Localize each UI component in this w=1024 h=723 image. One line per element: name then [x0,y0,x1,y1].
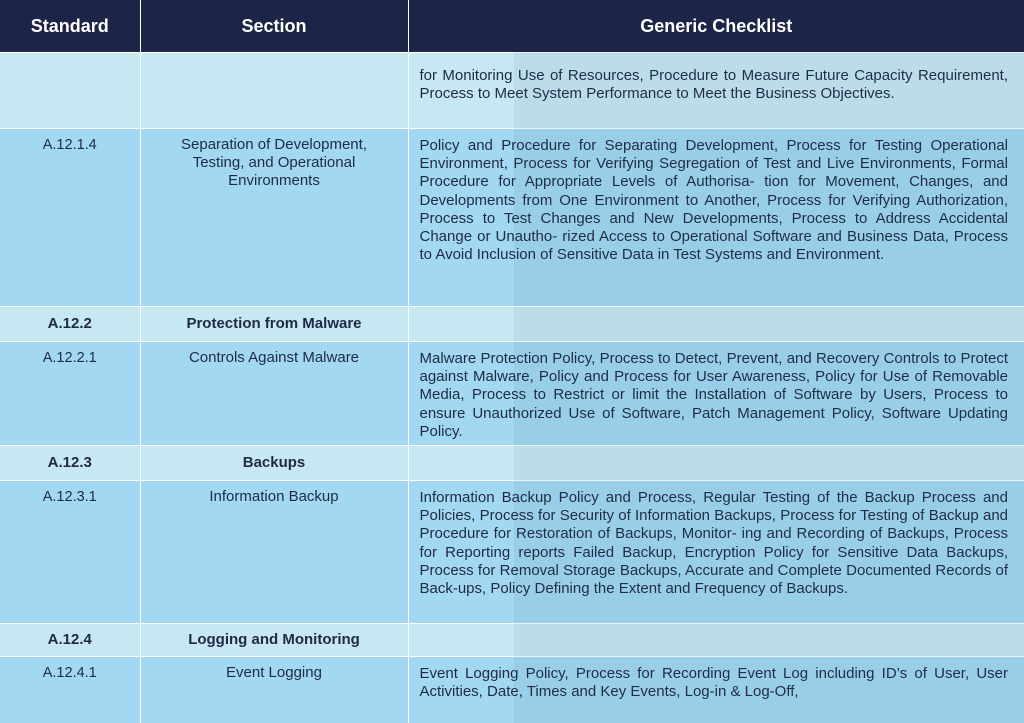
cell-standard: A.12.3.1 [0,481,140,624]
cell-section: Controls Against Malware [140,342,408,446]
cell-standard: A.12.4.1 [0,657,140,723]
table-row [0,53,1024,129]
header-standard: Standard [0,0,140,53]
cell-checklist: Event Logging Policy, Process for Recording Event Log including ID’s of User, User Activities, Date, Times and Key Events, Log-in & Log-Off, [408,657,1024,723]
table-row [0,342,1024,446]
cell-standard: A.12.2 [0,307,140,342]
cell-section: Protection from Malware [140,307,408,342]
table-row-group-heading [0,446,1024,481]
cell-checklist: for Monitoring Use of Resources, Procedure to Measure Future Capacity Requirement, Process to Meet System Performance to Meet the Business Objectives. [408,53,1024,129]
table-row [0,481,1024,624]
cell-checklist [408,446,1024,481]
cell-standard: A.12.2.1 [0,342,140,446]
table-row-group-heading [0,307,1024,342]
table-row [0,129,1024,307]
cell-standard: A.12.1.4 [0,129,140,307]
cell-checklist: Policy and Procedure for Separating Development, Process for Testing Operational Environment, Process for Verifying Segregation of Test and Live Environments, Formal Procedure for Appropriate Levels of Authorisa- tion for Movement, Changes, and Developments from One Environment to Another, Process for Verifying Authorization, Process to Test Changes and New Developments, Process to Address Accidental Change or Unautho- rized Access to Operational Software and Business Data, Process to Avoid Inclusion of Sensitive Data in Test Systems and Environment. [408,129,1024,307]
cell-standard [0,53,140,129]
cell-section: Separation of Development, Testing, and Operational Environments [140,129,408,307]
table-row-group-heading [0,624,1024,657]
cell-section: Backups [140,446,408,481]
cell-section: Information Backup [140,481,408,624]
cell-standard: A.12.3 [0,446,140,481]
table-header-row [0,0,1024,53]
cell-checklist [408,624,1024,657]
cell-checklist [408,307,1024,342]
cell-section: Event Logging [140,657,408,723]
cell-section [140,53,408,129]
header-generic-checklist: Generic Checklist [408,0,1024,53]
cell-checklist: Malware Protection Policy, Process to Detect, Prevent, and Recovery Controls to Protect against Malware, Policy and Process for User Awareness, Policy for Use of Removable Media, Process to Restrict or limit the Installation of Software by Users, Process to ensure Unauthorized Use of Software, Patch Management Policy, Software Updating Policy. [408,342,1024,446]
header-section: Section [140,0,408,53]
cell-section: Logging and Monitoring [140,624,408,657]
table-row [0,657,1024,723]
cell-checklist: Information Backup Policy and Process, Regular Testing of the Backup Process and Policies, Process for Security of Information Backups, Process for Testing of Backup and Procedure for Restoration of Backups, Monitor- ing and Recording of Backups, Process for Reporting reports Failed Backup, Encryption Policy for Sensitive Data Backups, Process for Removal Storage Backups, Accurate and Complete Documented Records of Back-ups, Policy Defining the Extent and Frequency of Backups. [408,481,1024,624]
cell-standard: A.12.4 [0,624,140,657]
